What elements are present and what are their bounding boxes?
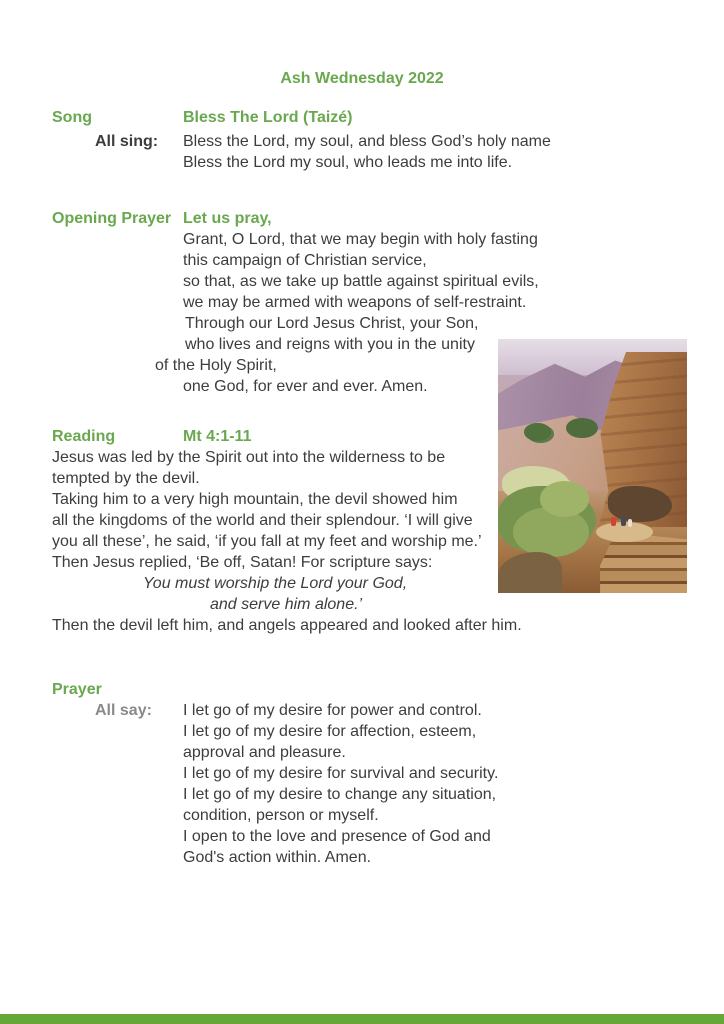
prayer-text-line: so that, as we take up battle against spiritual evils,	[183, 273, 539, 290]
reading-line: Taking him to a very high mountain, the devil showed him	[52, 491, 458, 508]
photo-hiker	[621, 516, 626, 526]
reading-line: Then Jesus replied, ‘Be off, Satan! For scripture says:	[52, 554, 433, 571]
reading-line: Jesus was led by the Spirit out into the wilderness to be	[52, 449, 446, 466]
footer-bar	[0, 1014, 724, 1024]
wilderness-photo	[498, 339, 687, 593]
song-speaker: All sing:	[95, 133, 159, 150]
prayer-line: I let go of my desire to change any situation,	[183, 786, 497, 803]
photo-tree	[566, 418, 598, 438]
reading-scripture-line: and serve him alone.’	[210, 596, 363, 613]
prayer-line: God's action within. Amen.	[183, 849, 372, 866]
opening-prayer-lead: Let us pray,	[183, 210, 272, 227]
page-title: Ash Wednesday 2022	[280, 70, 444, 87]
song-line: Bless the Lord, my soul, and bless God’s holy name	[183, 133, 551, 150]
photo-hiker	[611, 517, 616, 526]
reading-reference: Mt 4:1-11	[183, 428, 252, 445]
reading-line: all the kingdoms of the world and their splendour. ‘I will give	[52, 512, 473, 529]
reading-label: Reading	[52, 428, 116, 445]
prayer-label: Prayer	[52, 681, 102, 698]
prayer-text-line: Through our Lord Jesus Christ, your Son,	[185, 315, 479, 332]
prayer-line: I let go of my desire for power and control.	[183, 702, 482, 719]
prayer-text-line: one God, for ever and ever. Amen.	[183, 378, 428, 395]
opening-prayer-label: Opening Prayer	[52, 210, 172, 227]
prayer-section	[52, 679, 694, 868]
prayer-text-line: Grant, O Lord, that we may begin with holy fasting	[183, 231, 538, 248]
prayer-line: condition, person or myself.	[183, 807, 379, 824]
prayer-line: approval and pleasure.	[183, 744, 346, 761]
reading-scripture-line: You must worship the Lord your God,	[143, 575, 408, 592]
reading-line: tempted by the devil.	[52, 470, 200, 487]
song-label: Song	[52, 109, 92, 126]
prayer-text-line: who lives and reigns with you in the unity	[185, 336, 475, 353]
song-title: Bless The Lord (Taizé)	[183, 109, 353, 126]
prayer-text-line: of the Holy Spirit,	[155, 357, 277, 374]
prayer-text-line: this campaign of Christian service,	[183, 252, 427, 269]
photo-tree	[524, 423, 550, 441]
photo-bushes	[540, 481, 589, 517]
prayer-line: I let go of my desire for affection, esteem,	[183, 723, 477, 740]
reading-line: you all these’, he said, ‘if you fall at my feet and worship me.’	[52, 533, 482, 550]
prayer-speaker: All say:	[95, 702, 152, 719]
prayer-text-line: we may be armed with weapons of self-restraint.	[183, 294, 527, 311]
song-line: Bless the Lord my soul, who leads me into life.	[183, 154, 513, 171]
photo-cliff-shadow	[608, 486, 672, 522]
song-section	[52, 107, 694, 173]
prayer-line: I open to the love and presence of God and	[183, 828, 491, 845]
prayer-line: I let go of my desire for survival and security.	[183, 765, 499, 782]
reading-closing-line: Then the devil left him, and angels appeared and looked after him.	[52, 617, 522, 634]
